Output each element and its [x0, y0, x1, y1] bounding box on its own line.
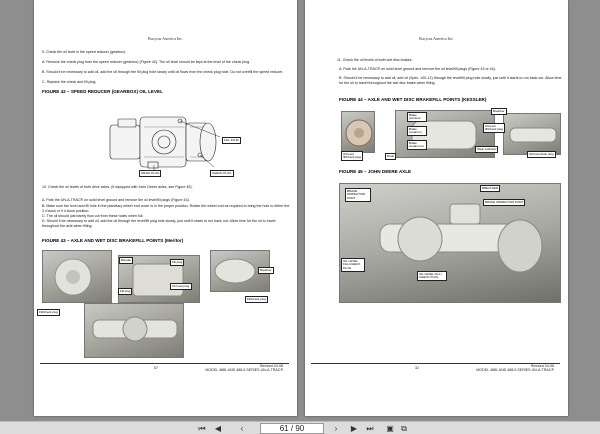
oil-level-fillcheck-callout-right: Oil level fill/check plug [485, 123, 504, 131]
step-10c: C. The oil should just barely flow out from these holes when full. [42, 214, 144, 218]
fillcheck-plug-callout-1: Fill/check plug [39, 309, 59, 314]
john-deere-axle-photo [339, 183, 561, 303]
last-page-icon[interactable]: ⏭ [366, 424, 374, 433]
brake-coolant-out-callout: Brake coolant out [407, 140, 427, 150]
page-number: 32 [415, 366, 419, 370]
oil-level-plug-callout: Oil level plug [170, 283, 192, 290]
model-name: MODEL 488L AND 488-5 SERIES UN-A-TRAC® [205, 368, 283, 373]
page-number: 57 [154, 366, 158, 370]
footer-revision [476, 364, 554, 373]
fill-plug-callout-1: Fill plug [172, 259, 183, 264]
current-page-field[interactable]: 61 [279, 424, 289, 433]
gearbox-diagram [104, 107, 234, 177]
breather-callout-45: BREATHER [482, 185, 499, 190]
step-9: 9. Check the oil level in the speed reducer (gearbox). [42, 50, 127, 54]
step-9c: C. Replace the check and fill plug. [42, 80, 97, 84]
figure-45-title: FIGURE 45 – JOHN DEERE AXLE [339, 169, 412, 174]
fillcheck-plug-callout-2: Fill/check plug [247, 296, 267, 301]
fill-plug-callout-2: Fill plug [120, 288, 131, 293]
figure-42-title: FIGURE 42 – SPEED REDUCER (GEARBOX) OIL LEVEL [42, 89, 163, 94]
breather-callout: Breather [493, 108, 505, 113]
axle-wheel-end-photo [42, 250, 112, 303]
check-plug-callout: CHECK PLUG [212, 170, 232, 175]
brake-coolant-in-callout: Brake coolant in [407, 126, 427, 136]
next-page-icon[interactable]: ▶ [350, 424, 358, 433]
bleeder-callout: Bleeder [121, 257, 132, 262]
revised-date: Revised 04-08 [530, 364, 554, 368]
brake-pressure-callout: Brake pressure [407, 112, 427, 122]
first-page-icon[interactable]: ⏮ [198, 424, 206, 433]
kessler-axle-photo [503, 113, 561, 155]
drain-callout: Drain [387, 153, 395, 158]
fill-plug-callout: FILL PLUG [224, 137, 239, 142]
step-11a: A. Park the UN-A-TRAC® on solid level ground and remove the oil level/fill plugs (Figure 43 or 44). [339, 67, 496, 71]
total-pages: 90 [295, 424, 305, 433]
page-number-box[interactable] [260, 423, 324, 434]
figure-44-title: FIGURE 44 – AXLE AND WET DISC BRAKEFILL POINTS (KESSLER) [339, 97, 487, 102]
viewer-toolbar [0, 421, 600, 434]
wear-indicator-callout: Wear indicator [477, 146, 497, 151]
step-9a: A. Remove the check plug from the speed reducer (gearbox) (Figure 42). The oil level should be kept at the level of the check plug. [42, 60, 251, 64]
prev-arrow-icon[interactable]: ‹ [240, 424, 244, 433]
revised-date: Revised 04-08 [259, 364, 283, 368]
step-11b: B. Should it be necessary to add oil, add oil (Spec. 100-12) through the level/fill plug hole slowly, just until it starts to run back out. Allow time for the oil to travel throughout the wet disc brake when filling. [339, 76, 562, 85]
oil-level-fill-check-callout-1: OIL LEVEL FILL/CHECK PLUG [341, 258, 365, 272]
page-header: Bucyrus America Inc. [419, 36, 454, 41]
step-11: 11. Check the oil levels of both wet disc brakes. [337, 58, 413, 62]
page-separator: / [290, 424, 294, 433]
brake-inspection-port-callout-2: BRAKE INSPECTION PORT [485, 199, 524, 204]
step-10: 10. Check the oil levels of both drive axles. (If equipped with John Deere axles, see Figure 45). [42, 185, 193, 189]
step-9b: B. Should it be necessary to add oil, add the oil through the fill plug hole slowly until oil flows from the check plug hole. Do not overfill the speed reducer. [42, 70, 284, 74]
page-header: Bucyrus America Inc. [148, 36, 183, 41]
document-page-right [305, 0, 568, 416]
breather-callout: Breather [260, 267, 272, 272]
step-10b: B. Make sure the level and fill hole in the planetary wheel end cover is in the proper position. Rotate the wheel end as required to bring the hole to either the 3 o'clock or 9 o'clock position. [42, 204, 290, 213]
model-name: MODEL 488L AND 488-5 SERIES UN-A-TRAC® [476, 368, 554, 373]
document-page-left [34, 0, 297, 416]
brake-inspection-port-callout-1: BRAKE INSPECTION PORT [345, 188, 371, 202]
step-10a: A. Park the UN-A-TRAC® on solid level ground and remove the oil level/fill plugs (Figure 43). [42, 198, 190, 202]
drain-plug-callout: DRAIN PLUG [141, 170, 160, 175]
fit-width-icon[interactable]: ⧉ [401, 424, 407, 433]
next-arrow-icon[interactable]: › [334, 424, 338, 433]
kessler-wheel-photo [341, 111, 375, 153]
fit-page-icon[interactable]: ▣ [386, 424, 394, 433]
prev-page-icon[interactable]: ◀ [214, 424, 222, 433]
step-10d: D. Should it be necessary to add oil, add the oil through the level/fill plug hole slowly, just until it starts to run back out. Allow time for the oil to travel throughout the axle when filling. [42, 219, 276, 228]
oil-level-fill-check-callout-2: OIL LEVEL FILL / CHECK PLUG [417, 271, 447, 281]
axle-assembly-photo [84, 303, 184, 358]
oil-level-drain-callout: Oil level drain plug [529, 151, 554, 156]
oil-level-fillcheck-callout-left: Oil level fill/check plug [343, 151, 362, 159]
figure-43-title: FIGURE 43 – AXLE AND WET DISC BRAKEFILL POINTS (Meritor) [42, 238, 184, 243]
footer-revision [205, 364, 283, 373]
